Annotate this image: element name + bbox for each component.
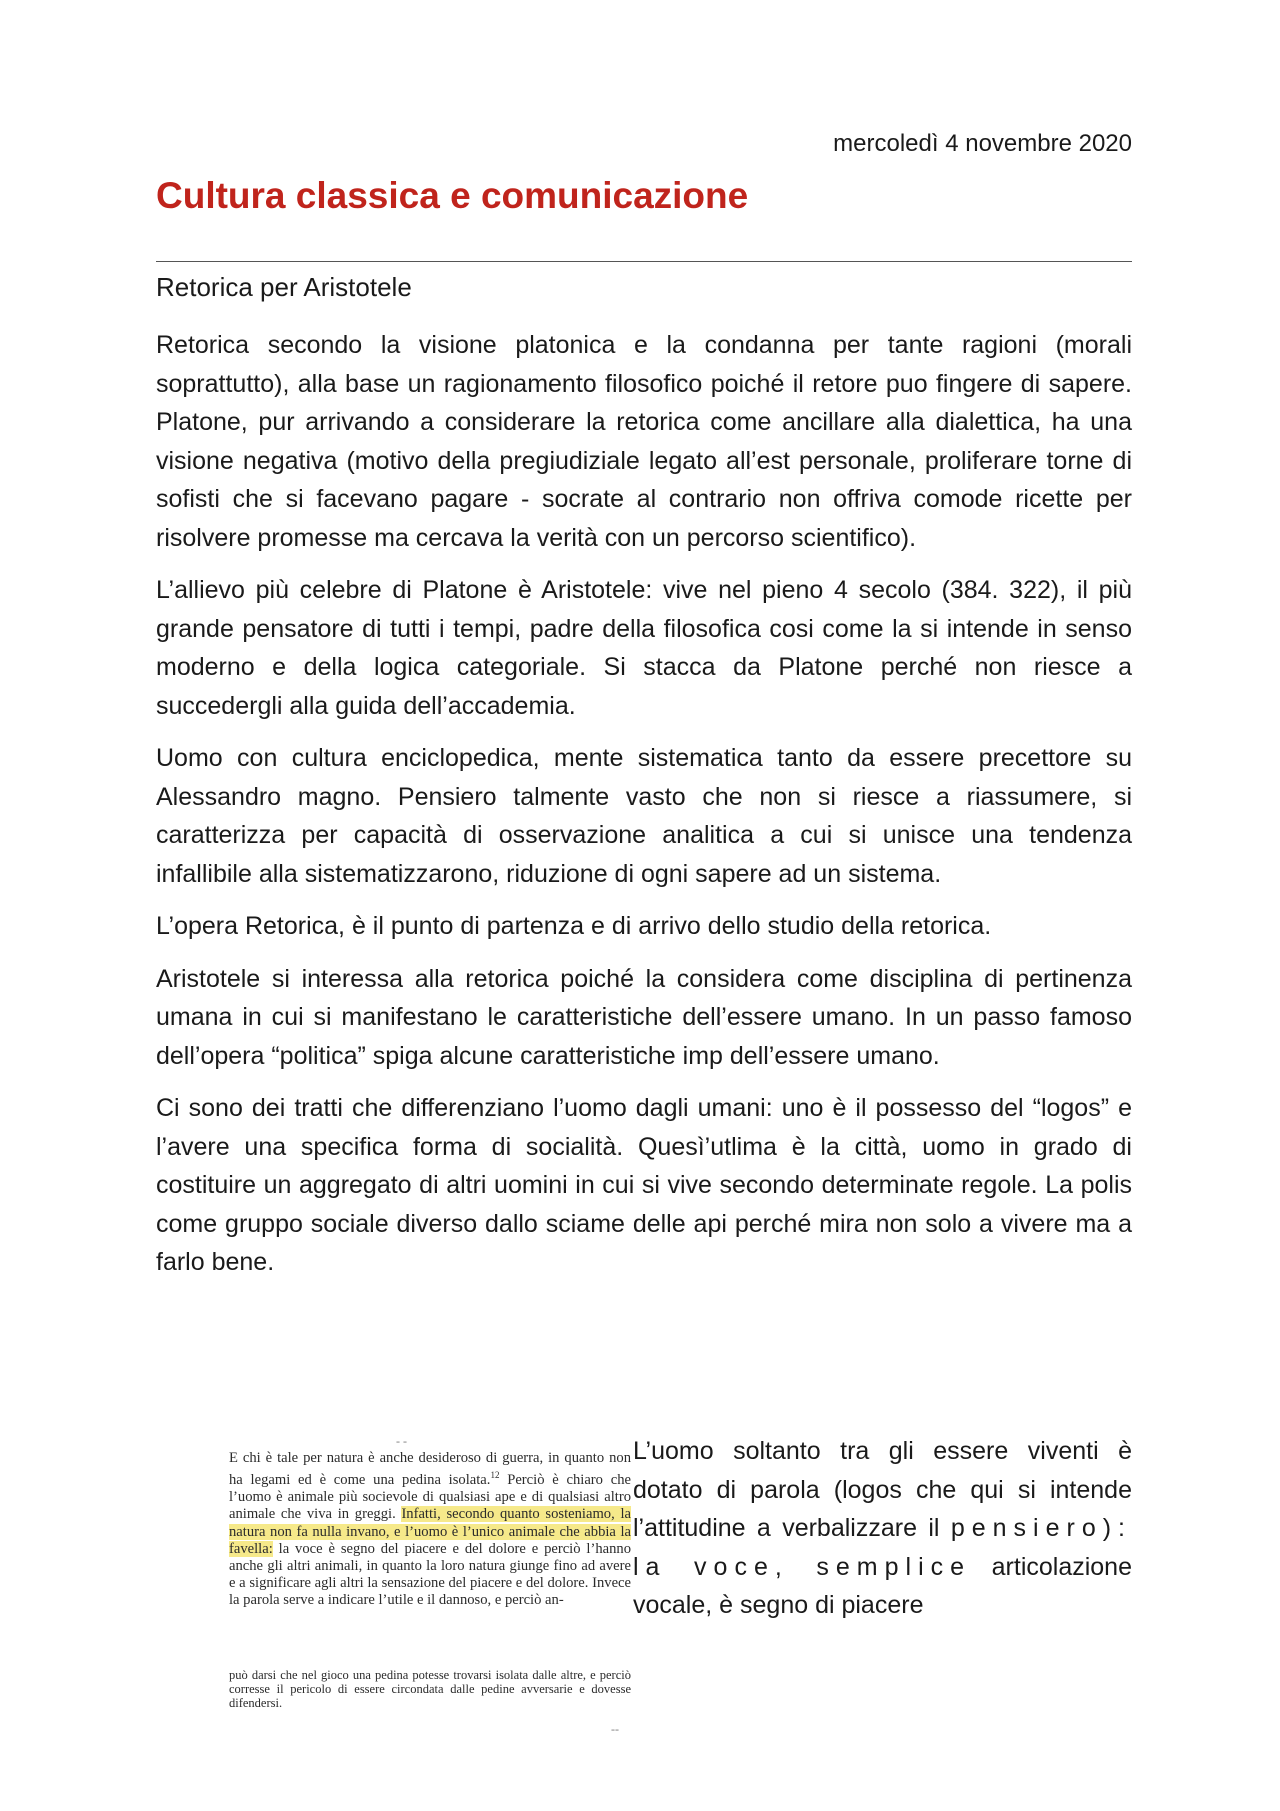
body-text xyxy=(156,326,1132,1296)
document-title: Cultura classica e comunicazione xyxy=(156,175,749,216)
side-text-spaced: pensiero): la voce, semplice xyxy=(633,1514,1132,1581)
title-divider xyxy=(156,261,1132,262)
paragraph: Retorica secondo la visione platonica e la condanna per tante ragioni (morali soprattutto), alla base un ragionamento filosofico poiché il retore puo fingere di sapere. Platone, pur arrivando a considerare la retorica come ancillare alla dialettica, ha una visione negativa (motivo della pregiudiziale legato all’est personale, proliferare torne di sofisti che si facevano pagare - socrate al contrario non offriva comode ricette per risolvere promesse ma cercava la verità con un percorso scientifico). xyxy=(156,331,1132,552)
scan-highlighted-text: Infatti, secondo quanto sosteniamo, la natura non fa nulla invano, e l’uomo è l’unico animale che abbia la favella: xyxy=(229,1506,631,1557)
scan-footnote-ref: 12 xyxy=(490,1470,500,1481)
side-paragraph xyxy=(633,1432,1132,1625)
figure-row xyxy=(156,1432,1132,1736)
paragraph: L’opera Retorica, è il punto di partenza e di arrivo dello studio della retorica. xyxy=(156,912,992,940)
scan-footnote: può darsi che nel gioco una pedina potesse trovarsi isolata dalle altre, e perciò corresse il pericolo di essere circondata dalle pedine avversarie e dovesse difendersi. xyxy=(229,1668,631,1710)
scan-bottom-mark: -- xyxy=(611,1722,619,1736)
paragraph: L’allievo più celebre di Platone è Aristotele: vive nel pieno 4 secolo (384. 322), il più grande pensatore di tutti i tempi, padre della filosofica cosi come la si intende in senso moderno e della logica categoriale. Si stacca da Platone perché non riesce a succedergli alla guida dell’accademia. xyxy=(156,576,1132,720)
scan-text-after: la voce è segno del piacere e del dolore e perciò l’hanno anche gli altri animali, in quanto la loro natura giunge fino ad avere e a significare agli altri la sensazione del piacere e del dolore. Invece la parola serve a indicare l’utile e il dannoso, e perciò an- xyxy=(229,1540,631,1609)
section-subtitle: Retorica per Aristotele xyxy=(156,272,412,302)
document-date: mercoledì 4 novembre 2020 xyxy=(833,130,1132,157)
scan-text-before: E chi è tale per natura è anche desideroso di guerra, in quanto non ha legami ed è come una pedina isolata. xyxy=(229,1450,631,1489)
scan-main-text xyxy=(229,1450,631,1610)
scan-text-middle: Perciò è chiaro che l’uomo è animale più socievole di qualsiasi ape e di qualsiasi altro animale che viva in greggi. xyxy=(229,1472,631,1523)
scan-top-mark: - - xyxy=(396,1434,407,1448)
side-text-part2: articolazione vocale, è segno di piacere xyxy=(633,1552,1132,1619)
paragraph: Aristotele si interessa alla retorica poiché la considera come disciplina di pertinenza umana in cui si manifestano le caratteristiche dell’essere umano. In un passo famoso dell’opera “politica” spiga alcune caratteristiche imp dell’essere umano. xyxy=(156,964,1132,1070)
paragraph: Uomo con cultura enciclopedica, mente sistematica tanto da essere precettore su Alessandro magno. Pensiero talmente vasto che non si riesce a riassumere, si caratterizza per capacità di osservazione analitica a cui si unisce una tendenza infallibile alla sistematizzarono, riduzione di ogni sapere ad un sistema. xyxy=(156,744,1132,888)
scanned-book-excerpt xyxy=(191,1432,631,1736)
paragraph: Ci sono dei tratti che differenziano l’uomo dagli umani: uno è il possesso del “logos” e l’avere una specifica forma di socialità. Quesì’utlima è la città, uomo in grado di costituire un aggregato di altri uomini in cui si vive secondo determinate regole. La polis come gruppo sociale diverso dallo sciame delle api perché mira non solo a vivere ma a farlo bene. xyxy=(156,1094,1132,1276)
side-text-part1: L’uomo soltanto tra gli essere viventi è dotato di parola (logos che qui si intende l’attitudine a verbalizzare il xyxy=(633,1437,1132,1542)
